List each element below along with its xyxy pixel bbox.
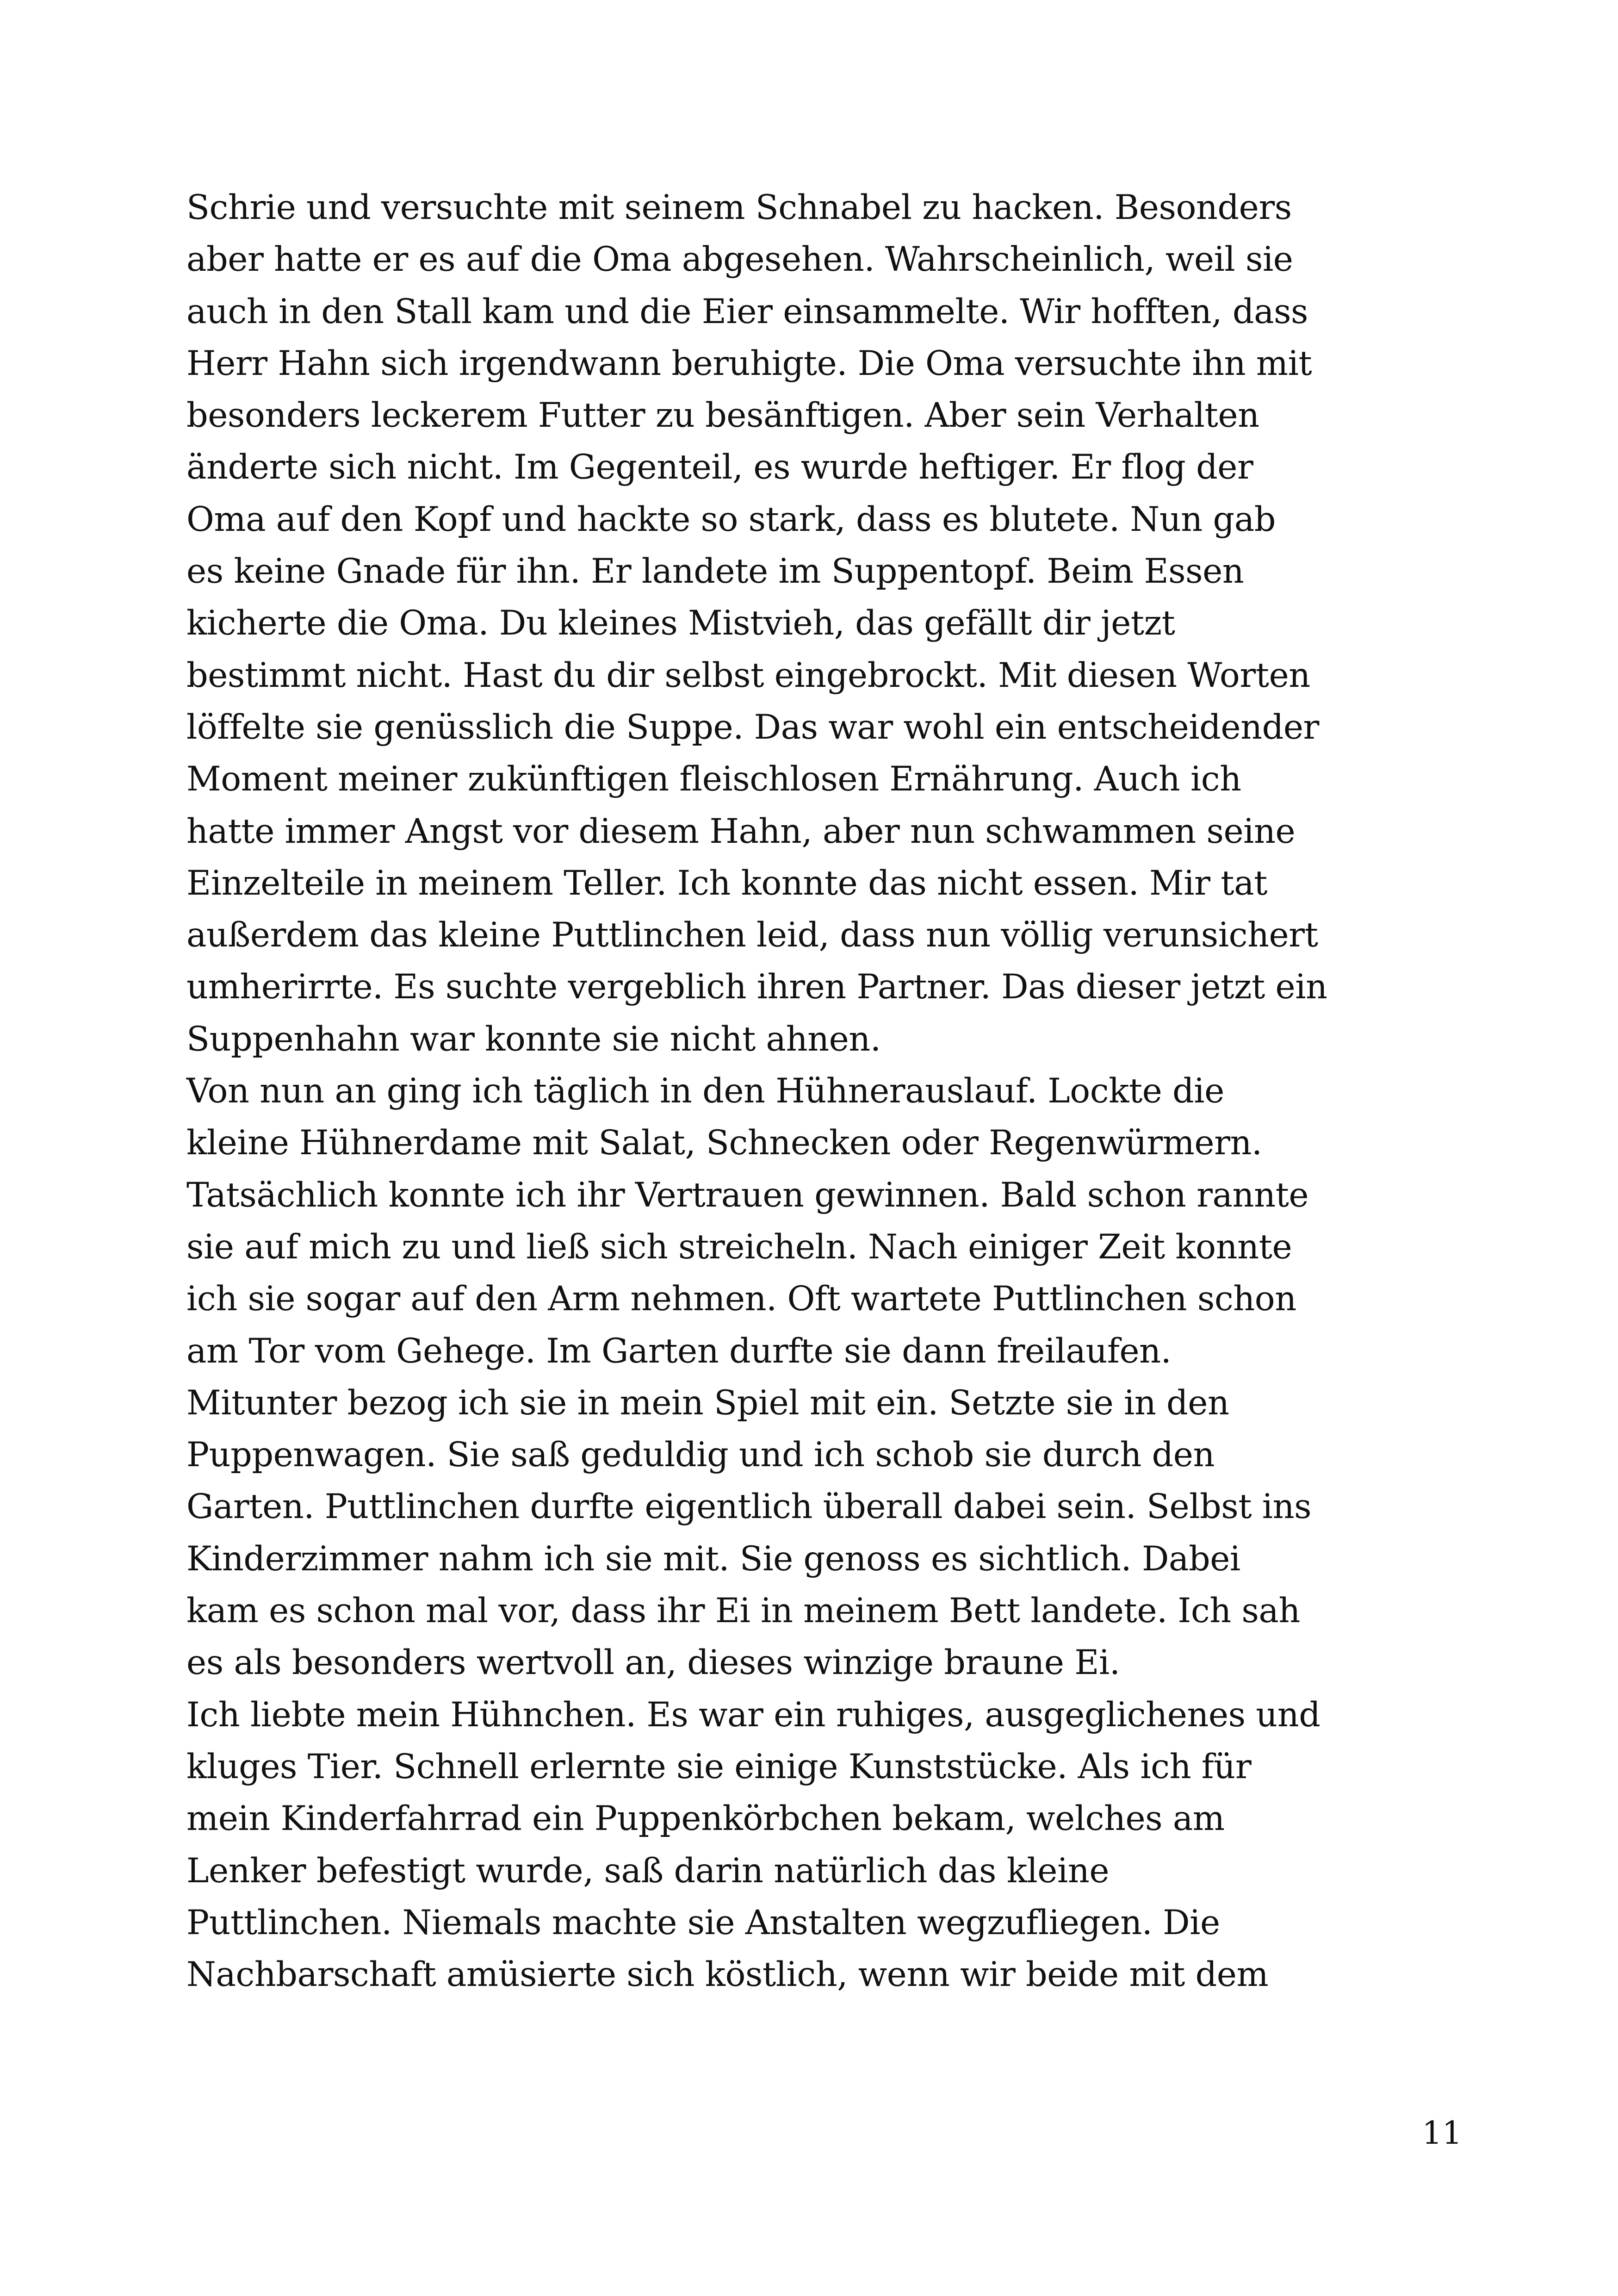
text-line: es als besonders wertvoll an, dieses winzige braune Ei.	[186, 1643, 1120, 1683]
text-line: Von nun an ging ich täglich in den Hühnerauslauf. Lockte die	[186, 1071, 1224, 1111]
body-text	[186, 182, 1454, 2001]
text-line: auch in den Stall kam und die Eier einsammelte. Wir hofften, dass	[186, 292, 1308, 331]
text-line: sie auf mich zu und ließ sich streicheln. Nach einiger Zeit konnte	[186, 1227, 1292, 1267]
text-line: aber hatte er es auf die Oma abgesehen. Wahrscheinlich, weil sie	[186, 240, 1293, 280]
text-line: besonders leckerem Futter zu besänftigen. Aber sein Verhalten	[186, 396, 1259, 436]
text-line: kluges Tier. Schnell erlernte sie einige Kunststücke. Als ich für	[186, 1747, 1252, 1786]
text-line: Oma auf den Kopf und hackte so stark, dass es blutete. Nun gab	[186, 499, 1276, 539]
text-line: es keine Gnade für ihn. Er landete im Suppentopf. Beim Essen	[186, 552, 1244, 591]
text-line: ich sie sogar auf den Arm nehmen. Oft wartete Puttlinchen schon	[186, 1279, 1296, 1319]
text-line: mein Kinderfahrrad ein Puppenkörbchen bekam, welches am	[186, 1799, 1225, 1839]
text-line: Garten. Puttlinchen durfte eigentlich überall dabei sein. Selbst ins	[186, 1487, 1312, 1527]
text-line: Herr Hahn sich irgendwann beruhigte. Die Oma versuchte ihn mit	[186, 343, 1312, 383]
text-line: änderte sich nicht. Im Gegenteil, es wurde heftiger. Er flog der	[186, 448, 1253, 487]
text-line: Moment meiner zukünftigen fleischlosen Ernährung. Auch ich	[186, 759, 1241, 799]
text-line: Schrie und versuchte mit seinem Schnabel zu hacken. Besonders	[186, 188, 1292, 227]
text-line: kam es schon mal vor, dass ihr Ei in meinem Bett landete. Ich sah	[186, 1591, 1300, 1631]
text-line: Puttlinchen. Niemals machte sie Anstalten wegzufliegen. Die	[186, 1903, 1220, 1942]
text-line: Lenker befestigt wurde, saß darin natürlich das kleine	[186, 1851, 1110, 1891]
text-line: Tatsächlich konnte ich ihr Vertrauen gewinnen. Bald schon rannte	[186, 1175, 1309, 1215]
text-line: am Tor vom Gehege. Im Garten durfte sie dann freilaufen.	[186, 1331, 1172, 1371]
text-line: hatte immer Angst vor diesem Hahn, aber nun schwammen seine	[186, 811, 1296, 851]
text-line: bestimmt nicht. Hast du dir selbst eingebrockt. Mit diesen Worten	[186, 655, 1310, 695]
text-line: Einzelteile in meinem Teller. Ich konnte das nicht essen. Mir tat	[186, 863, 1267, 903]
text-line: Nachbarschaft amüsierte sich köstlich, wenn wir beide mit dem	[186, 1955, 1269, 1995]
text-line: kleine Hühnerdame mit Salat, Schnecken oder Regenwürmern.	[186, 1123, 1262, 1163]
text-line: umherirrte. Es suchte vergeblich ihren Partner. Das dieser jetzt ein	[186, 967, 1327, 1007]
text-line: Mitunter bezog ich sie in mein Spiel mit ein. Setzte sie in den	[186, 1383, 1229, 1423]
text-line: Kinderzimmer nahm ich sie mit. Sie genoss es sichtlich. Dabei	[186, 1539, 1240, 1579]
text-line: außerdem das kleine Puttlinchen leid, dass nun völlig verunsichert	[186, 915, 1318, 955]
page-number: 11	[1422, 2115, 1462, 2152]
text-line: löffelte sie genüsslich die Suppe. Das war wohl ein entscheidender	[186, 707, 1319, 747]
text-line: Puppenwagen. Sie saß geduldig und ich schob sie durch den	[186, 1435, 1215, 1475]
text-line: kicherte die Oma. Du kleines Mistvieh, das gefällt dir jetzt	[186, 604, 1175, 643]
text-line: Suppenhahn war konnte sie nicht ahnen.	[186, 1019, 881, 1059]
text-line: Ich liebte mein Hühnchen. Es war ein ruhiges, ausgeglichenes und	[186, 1695, 1320, 1735]
